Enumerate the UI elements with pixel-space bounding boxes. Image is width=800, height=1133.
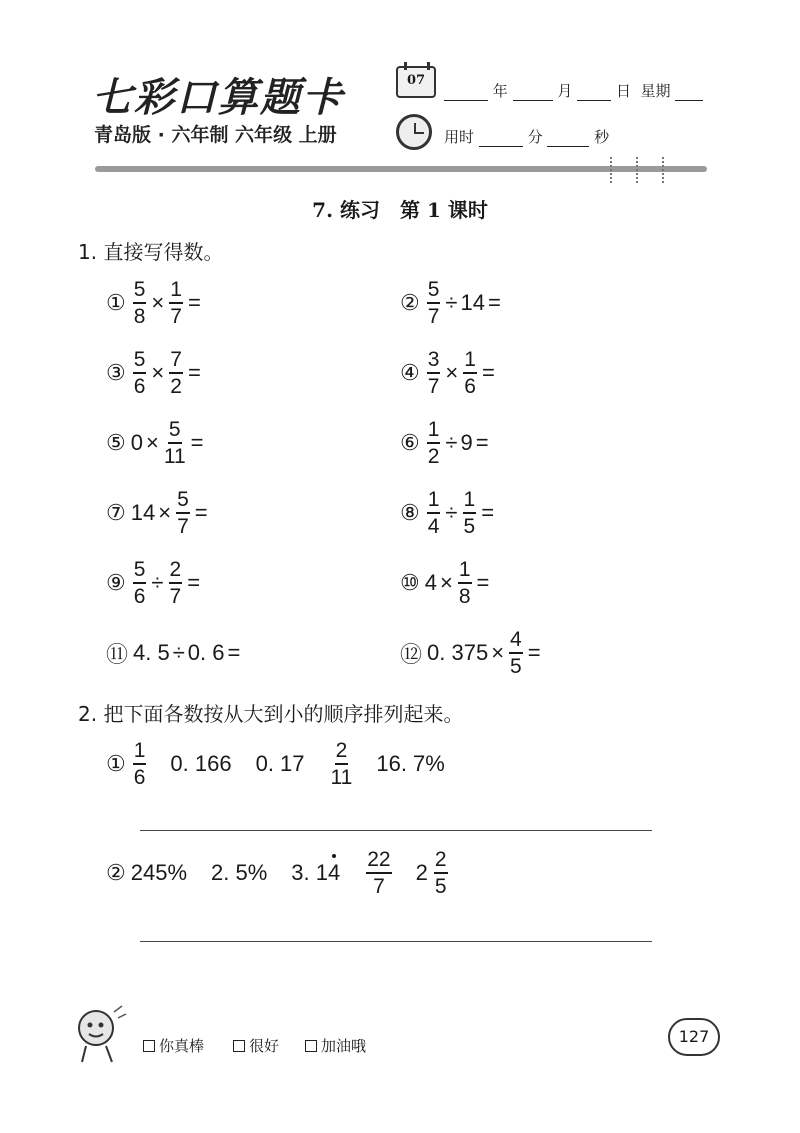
denominator: 2 xyxy=(427,445,440,468)
operator: × xyxy=(445,360,459,385)
year-label: 年 xyxy=(492,82,508,100)
fraction xyxy=(164,419,186,467)
numerator: 5 xyxy=(133,279,147,304)
day-blank[interactable] xyxy=(577,85,611,101)
question-2-title: 2. 把下面各数按从大到小的顺序排列起来。 xyxy=(78,702,464,726)
fraction xyxy=(169,349,183,397)
seconds-label: 秒 xyxy=(594,128,610,146)
numerator: 3 xyxy=(427,349,441,374)
fraction xyxy=(133,349,147,397)
fraction xyxy=(427,419,441,467)
denominator: 6 xyxy=(133,585,146,608)
lesson-title: 7. 练习 第 1 课时 xyxy=(312,198,488,222)
numerator: 4 xyxy=(509,629,523,654)
operator: ÷ xyxy=(445,500,458,525)
denominator: 4 xyxy=(427,515,440,538)
day-label: 日 xyxy=(615,82,631,100)
number: 3. 1 xyxy=(291,860,328,885)
denominator: 6 xyxy=(133,766,146,789)
item-number: ④ xyxy=(400,360,420,385)
number: 4. 5 xyxy=(133,640,170,665)
denominator: 5 xyxy=(463,515,476,538)
fraction xyxy=(133,279,147,327)
item-number: ⑦ xyxy=(106,500,126,525)
operator: ÷ xyxy=(151,570,164,595)
denominator: 7 xyxy=(427,375,440,398)
fraction xyxy=(366,849,391,897)
clock-icon xyxy=(396,114,432,150)
numerator: 1 xyxy=(427,419,441,444)
operator: = xyxy=(187,360,201,385)
seconds-blank[interactable] xyxy=(547,131,589,147)
mascot-icon xyxy=(72,1002,128,1066)
numerator: 1 xyxy=(169,279,183,304)
operator: = xyxy=(487,290,501,315)
fraction xyxy=(331,740,353,788)
expression-item xyxy=(106,415,207,471)
operator: × xyxy=(145,430,159,455)
item-number: ③ xyxy=(106,360,126,385)
expression-item xyxy=(106,625,243,681)
rating-checkbox[interactable] xyxy=(233,1040,245,1052)
brand-title: 七彩口算题卡 xyxy=(92,75,344,121)
numerator: 22 xyxy=(366,849,391,874)
ordering-row xyxy=(106,736,469,792)
weekday-blank[interactable] xyxy=(675,85,703,101)
numerator: 5 xyxy=(133,349,147,374)
question-1-title: 1. 直接写得数。 xyxy=(78,240,224,264)
numerator: 1 xyxy=(458,559,472,584)
numerator: 2 xyxy=(434,849,448,874)
edition-label: 青岛版 · 六年制 六年级 上册 xyxy=(94,124,337,146)
fraction xyxy=(509,629,523,677)
number: 0. 6 xyxy=(187,640,225,665)
expression-item xyxy=(400,555,492,611)
fraction xyxy=(169,559,183,607)
number: 0. 17 xyxy=(255,751,305,776)
expression-item xyxy=(400,415,492,471)
expression-item xyxy=(400,345,498,401)
rating-keep-going[interactable] xyxy=(305,1035,366,1056)
operator: ÷ xyxy=(445,430,458,455)
operator: × xyxy=(158,500,172,525)
denominator: 5 xyxy=(510,655,522,678)
operator: = xyxy=(194,500,208,525)
time-label: 用时 xyxy=(444,128,475,146)
item-number: ① xyxy=(106,751,126,776)
number: 2. 5% xyxy=(211,860,268,885)
fraction xyxy=(427,349,441,397)
expression-item xyxy=(400,485,497,541)
operator: × xyxy=(491,640,505,665)
month-label: 月 xyxy=(557,82,573,100)
number: 0. 375 xyxy=(427,640,489,665)
operator: = xyxy=(481,360,495,385)
answer-line-1[interactable] xyxy=(140,830,652,831)
numerator: 5 xyxy=(133,559,147,584)
fraction xyxy=(133,559,147,607)
binder-ring xyxy=(662,157,668,183)
number: 245% xyxy=(130,860,188,885)
calendar-number: 07 xyxy=(406,73,426,88)
expression-item xyxy=(400,275,504,331)
fraction xyxy=(434,849,448,897)
mixed-number xyxy=(416,849,450,897)
numerator: 7 xyxy=(169,349,183,374)
number: 16. 7% xyxy=(376,751,445,776)
rating-label: 很好 xyxy=(249,1037,280,1055)
operator: ÷ xyxy=(445,290,458,315)
weekday-label: 星期 xyxy=(640,82,671,100)
operator: = xyxy=(527,640,541,665)
month-blank[interactable] xyxy=(513,85,553,101)
fraction xyxy=(176,489,190,537)
numerator: 1 xyxy=(463,489,477,514)
number: 14 xyxy=(130,500,156,525)
rating-checkbox[interactable] xyxy=(305,1040,317,1052)
ordering-row xyxy=(106,845,474,901)
number: 0. 166 xyxy=(170,751,232,776)
fraction xyxy=(458,559,472,607)
expression-item xyxy=(106,275,204,331)
fraction xyxy=(427,489,441,537)
denominator: 2 xyxy=(170,375,182,398)
denominator: 7 xyxy=(427,305,440,328)
item-number: ⑪ xyxy=(106,641,129,667)
rating-checkbox[interactable] xyxy=(143,1040,155,1052)
number: 9 xyxy=(460,430,473,455)
denominator: 7 xyxy=(170,305,182,328)
denominator: 7 xyxy=(169,585,182,608)
binder-ring xyxy=(610,157,616,183)
denominator: 6 xyxy=(133,375,146,398)
rating-label: 你真棒 xyxy=(159,1037,205,1055)
numerator: 2 xyxy=(335,740,349,765)
denominator: 6 xyxy=(464,375,476,398)
fraction xyxy=(133,740,147,788)
operator: × xyxy=(151,290,165,315)
operator: = xyxy=(476,570,490,595)
operator: = xyxy=(481,500,495,525)
item-number: ⑩ xyxy=(400,570,420,595)
number: 4 xyxy=(424,570,437,595)
calendar-icon xyxy=(396,66,436,98)
operator: = xyxy=(190,430,204,455)
operator: = xyxy=(187,570,201,595)
numerator: 1 xyxy=(463,349,477,374)
binder-ring xyxy=(636,157,642,183)
fraction xyxy=(427,279,441,327)
denominator: 11 xyxy=(330,766,353,789)
operator: = xyxy=(227,640,241,665)
fraction xyxy=(463,489,477,537)
item-number: ⑫ xyxy=(400,641,423,667)
repeating-decimal xyxy=(291,860,340,886)
fraction xyxy=(169,279,183,327)
minutes-label: 分 xyxy=(527,128,543,146)
numerator: 5 xyxy=(168,419,182,444)
item-number: ① xyxy=(106,290,126,315)
operator: = xyxy=(475,430,489,455)
expression-item xyxy=(106,555,203,611)
item-number: ⑤ xyxy=(106,430,126,455)
denominator: 5 xyxy=(434,875,447,898)
operator: × xyxy=(439,570,453,595)
denominator: 8 xyxy=(133,305,146,328)
item-number: ⑧ xyxy=(400,500,420,525)
numerator: 1 xyxy=(427,489,441,514)
denominator: 7 xyxy=(373,875,385,898)
repeating-digit: 4 xyxy=(327,860,341,885)
denominator: 8 xyxy=(458,585,471,608)
numerator: 2 xyxy=(169,559,183,584)
page-number: 127 xyxy=(668,1018,720,1056)
item-number: ⑨ xyxy=(106,570,126,595)
minutes-blank[interactable] xyxy=(479,131,523,147)
operator: = xyxy=(187,290,201,315)
item-number: ② xyxy=(106,860,126,885)
rating-label: 加油哦 xyxy=(321,1037,367,1055)
fraction xyxy=(463,349,477,397)
expression-item xyxy=(106,345,204,401)
number: 14 xyxy=(460,290,485,315)
denominator: 7 xyxy=(177,515,189,538)
number: 0 xyxy=(130,430,143,455)
time-fields xyxy=(444,126,609,147)
numerator: 1 xyxy=(133,740,147,765)
numerator: 5 xyxy=(176,489,190,514)
expression-item xyxy=(400,625,544,681)
numerator: 5 xyxy=(427,279,441,304)
rating-great[interactable] xyxy=(143,1035,204,1056)
whole-number: 2 xyxy=(415,860,428,885)
year-blank[interactable] xyxy=(444,85,488,101)
answer-line-2[interactable] xyxy=(140,941,652,942)
item-number: ⑥ xyxy=(400,430,420,455)
denominator: 11 xyxy=(163,445,186,468)
operator: × xyxy=(151,360,165,385)
operator: ÷ xyxy=(172,640,185,665)
rating-good[interactable] xyxy=(233,1035,279,1056)
expression-item xyxy=(106,485,211,541)
item-number: ② xyxy=(400,290,420,315)
date-fields xyxy=(444,80,703,101)
